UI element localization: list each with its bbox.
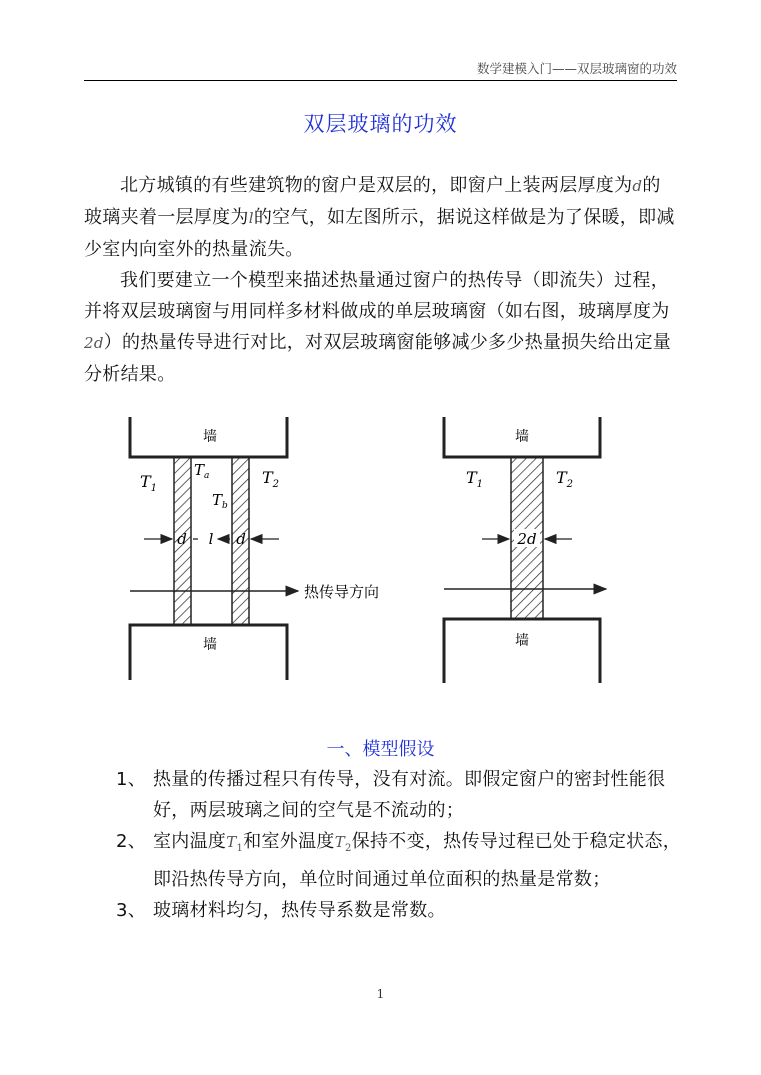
page-title: 双层玻璃的功效 [303,112,458,136]
diagram-svg [84,405,678,700]
wall-label-top-right: 墙 [515,429,529,445]
p1-text-c: 的空气，如左图所示，据说这样做是为了保暖，即减少室内向室外的热量流失。 [84,207,675,260]
single-window [444,417,606,683]
label-T2-right: $T_2$ [556,468,574,490]
label-T1-right: $T_1$ [466,468,484,490]
assumption-text-2b: 和室外温度 [243,831,335,852]
intro-paragraph-2 [84,265,678,390]
assumption-item-3 [116,895,686,926]
assumption-number-2: 2、 [116,831,147,852]
p2-text-a: 我们要建立一个模型来描述热量通过窗户的热传导（即流失）过程，并将双层玻璃窗与用同样多材料做成的单层玻璃窗（如右图，玻璃厚度为 [84,270,670,322]
intro-paragraph-1 [84,170,678,265]
assumption-text-2c: 保持不变，热传导过程已处于稳定状态，即沿热传导方向，单位时间通过单位面积的热量是常数； [153,831,682,890]
heat-direction-label: 热传导方向 [304,583,380,601]
wall-label-top-left: 墙 [203,429,217,445]
double-window [130,417,379,680]
var-2d: 2d [84,334,104,352]
label-T2-left: $T_2$ [262,468,280,490]
var-l: l [248,209,254,227]
p1-text-a: 北方城镇的有些建筑物的窗户是双层的，即窗户上装两层厚度为 [120,175,633,196]
assumption-text-1: 热量的传播过程只有传导，没有对流。即假定窗户的密封性能很好，两层玻璃之间的空气是不流动的； [153,769,666,821]
page-number: 1 [376,987,385,1001]
label-Ta: $T_a$ [194,461,210,481]
running-header [84,60,677,81]
label-d-left: d [177,530,187,548]
intro-paragraphs [84,170,678,390]
section-title-assumptions: 一、模型假设 [326,739,435,760]
var-T2: $T_2$ [334,833,352,854]
p1-text-b: 的玻璃夹着一层厚度为 [84,175,661,228]
assumption-item-2 [116,826,686,895]
assumption-item-1 [116,764,686,826]
wall-label-bottom-right: 墙 [515,633,529,649]
var-d: d [632,177,643,195]
label-Tb: $T_b$ [212,491,228,511]
assumption-text-3: 玻璃材料均匀，热传导系数是常数。 [153,900,446,921]
label-T1-left: $T_1$ [140,472,158,494]
assumption-number-3: 3、 [116,900,147,921]
bottom-wall-right [444,619,600,683]
var-T1: $T_1$ [226,833,244,854]
label-l: l [208,530,214,548]
wall-label-bottom-left: 墙 [203,637,217,653]
window-diagram [84,405,678,700]
label-d-right: d [236,530,246,548]
assumption-number-1: 1、 [116,769,147,790]
assumption-list [116,764,686,926]
assumption-text-2a: 室内温度 [153,831,227,852]
label-2d: 2d [517,530,537,548]
p2-text-b: ）的热量传导进行对比，对双层玻璃窗能够减少多少热量损失给出定量分析结果。 [84,332,672,385]
header-text: 数学建模入门——双层玻璃窗的功效 [476,61,677,76]
